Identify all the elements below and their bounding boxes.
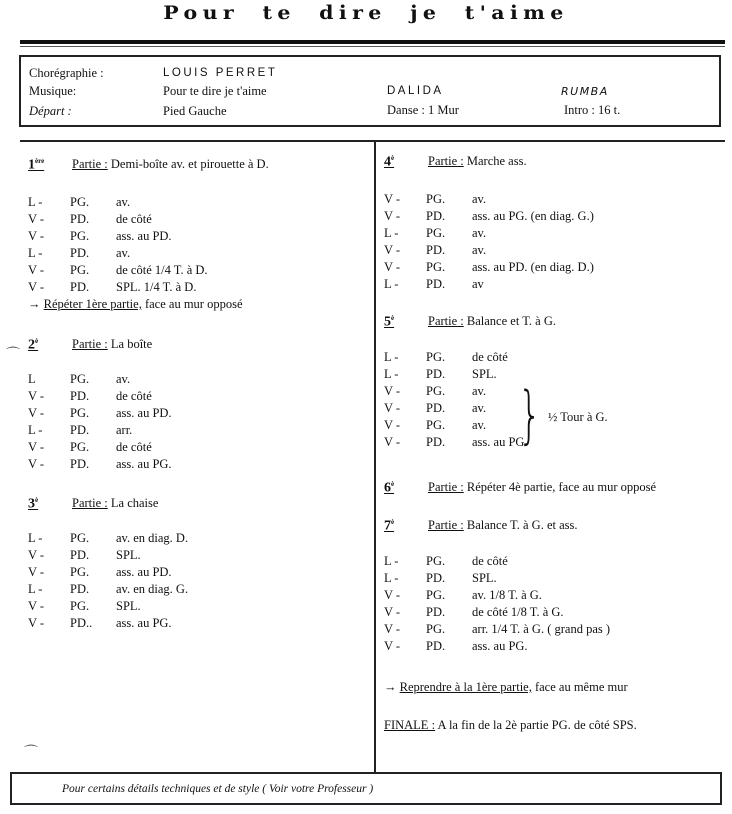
section-label: Partie : bbox=[428, 480, 464, 494]
pen-mark: ⌒ bbox=[6, 348, 20, 363]
step-row: V - PG. av. bbox=[384, 192, 487, 206]
section-4 bbox=[384, 154, 724, 294]
step-row: V - PD. ass. au PG. bbox=[384, 435, 528, 449]
section-label: Partie : bbox=[72, 157, 108, 171]
section-number: $5^è$ bbox=[384, 314, 395, 330]
section-3 bbox=[28, 496, 368, 633]
step-row: V - PD. de côté bbox=[28, 212, 152, 226]
step-row: V - PD. de côté 1/8 T. à G. bbox=[384, 605, 564, 619]
step-row: V - PG. ass. au PD. bbox=[28, 565, 172, 579]
pen-mark: ⌒ bbox=[24, 746, 38, 761]
repeat-note-1: → Répéter 1ère partie, face au mur opposé bbox=[28, 297, 243, 311]
finale-label: FINALE : bbox=[384, 718, 436, 732]
artiste: DALIDA bbox=[387, 85, 444, 97]
section-label: Partie : bbox=[428, 314, 464, 328]
intro: Intro : 16 t. bbox=[564, 103, 621, 117]
depart-value: Pied Gauche bbox=[163, 104, 227, 118]
half-turn-note: ½ Tour à G. bbox=[548, 410, 608, 424]
step-row: L - PG. de côté bbox=[384, 554, 508, 568]
step-row: L - PD. av. en diag. G. bbox=[28, 582, 189, 596]
brace-icon: } bbox=[517, 378, 542, 451]
section-title: Balance et T. à G. bbox=[466, 314, 556, 328]
step-row: V - PG. av. bbox=[384, 418, 487, 432]
step-row: V - PG. de côté 1/4 T. à D. bbox=[28, 263, 208, 277]
step-row: L - PD. SPL. bbox=[384, 571, 497, 585]
step-row: L - PG. av. bbox=[28, 195, 131, 209]
section-number: $6^è$ bbox=[384, 480, 395, 496]
step-row: L - PD. arr. bbox=[28, 423, 133, 437]
section-2 bbox=[28, 337, 368, 474]
section-label: Partie : bbox=[72, 496, 108, 510]
section-6 bbox=[384, 480, 729, 500]
page-title: Pour te dire je t'aime bbox=[163, 2, 569, 24]
step-row: V - PG. ass. au PD. (en diag. D.) bbox=[384, 260, 594, 274]
section-label: Partie : bbox=[428, 154, 464, 168]
step-row: V - PG. SPL. bbox=[28, 599, 141, 613]
column-divider bbox=[374, 140, 376, 773]
section-number: $3^è$ bbox=[28, 496, 39, 512]
step-row: V - PD.. ass. au PG. bbox=[28, 616, 172, 630]
step-row: V - PD. de côté bbox=[28, 389, 152, 403]
musique-value: Pour te dire je t'aime bbox=[163, 84, 267, 98]
step-row: L - PG. de côté bbox=[384, 350, 508, 364]
arrow-icon: → bbox=[28, 297, 41, 311]
danse: Danse : 1 Mur bbox=[387, 103, 459, 117]
info-box bbox=[19, 55, 721, 127]
step-row: V - PD. ass. au PG. (en diag. G.) bbox=[384, 209, 594, 223]
section-5 bbox=[384, 314, 724, 452]
section-title: Balance T. à G. et ass. bbox=[466, 518, 578, 532]
title-rule-thin bbox=[20, 46, 725, 47]
section-title: La boîte bbox=[110, 337, 153, 351]
step-row: V - PG. de côté bbox=[28, 440, 152, 454]
musique-label: Musique: bbox=[29, 84, 77, 98]
step-row: L - PD. av. bbox=[28, 246, 131, 260]
reprendre-link: Reprendre à la 1ère partie, bbox=[399, 680, 532, 694]
step-row: V - PG. av. 1/8 T. à G. bbox=[384, 588, 542, 602]
step-row: V - PG. ass. au PD. bbox=[28, 229, 172, 243]
section-number: $7^è$ bbox=[384, 518, 395, 534]
section-label: Partie : bbox=[72, 337, 108, 351]
step-row: V - PD. SPL. bbox=[28, 548, 141, 562]
section-title: Répéter 4è partie, face au mur opposé bbox=[466, 480, 657, 494]
step-row: V - PG. arr. 1/4 T. à G. ( grand pas ) bbox=[384, 622, 611, 636]
step-row: V - PD. av. bbox=[384, 401, 487, 415]
section-rule bbox=[20, 140, 725, 142]
title-rule bbox=[20, 40, 725, 44]
section-title: Demi-boîte av. et pirouette à D. bbox=[110, 157, 269, 171]
section-7 bbox=[384, 518, 724, 656]
step-row: V - PD. SPL. 1/4 T. à D. bbox=[28, 280, 197, 294]
section-number: $2^è$ bbox=[28, 337, 39, 353]
section-label: Partie : bbox=[428, 518, 464, 532]
step-row: L - PG. av. bbox=[384, 226, 487, 240]
step-row: V - PD. ass. au PG. bbox=[28, 457, 172, 471]
choreographie-value: LOUIS PERRET bbox=[163, 67, 278, 79]
depart-label: Départ : bbox=[29, 104, 72, 118]
repeat-note-7: → Reprendre à la 1ère partie, face au même mur bbox=[384, 680, 628, 694]
footer-box bbox=[10, 772, 722, 805]
style: RUMBA bbox=[561, 85, 609, 98]
finale-text: A la fin de la 2è partie PG. de côté SPS. bbox=[435, 718, 637, 732]
section-title: Marche ass. bbox=[466, 154, 527, 168]
finale bbox=[384, 718, 637, 733]
section-number: $4^è$ bbox=[384, 154, 395, 170]
step-row: V - PG. ass. au PD. bbox=[28, 406, 172, 420]
section-title: La chaise bbox=[110, 496, 159, 510]
step-row: L PG. av. bbox=[28, 372, 131, 386]
step-row: L - PG. av. en diag. D. bbox=[28, 531, 189, 545]
section-number: 1ère bbox=[28, 157, 45, 173]
section-1 bbox=[28, 157, 368, 297]
repeat-link: Répéter 1ère partie, bbox=[43, 297, 142, 311]
step-row: L - PD. SPL. bbox=[384, 367, 497, 381]
step-row: V - PD. av. bbox=[384, 243, 487, 257]
footer-text: Pour certains détails techniques et de style ( Voir votre Professeur ) bbox=[62, 783, 374, 795]
step-row: L - PD. av bbox=[384, 277, 484, 291]
arrow-icon: → bbox=[384, 680, 397, 694]
step-row: V - PD. ass. au PG. bbox=[384, 639, 528, 653]
step-row: V - PG. av. bbox=[384, 384, 487, 398]
choreographie-label: Chorégraphie : bbox=[29, 66, 104, 80]
